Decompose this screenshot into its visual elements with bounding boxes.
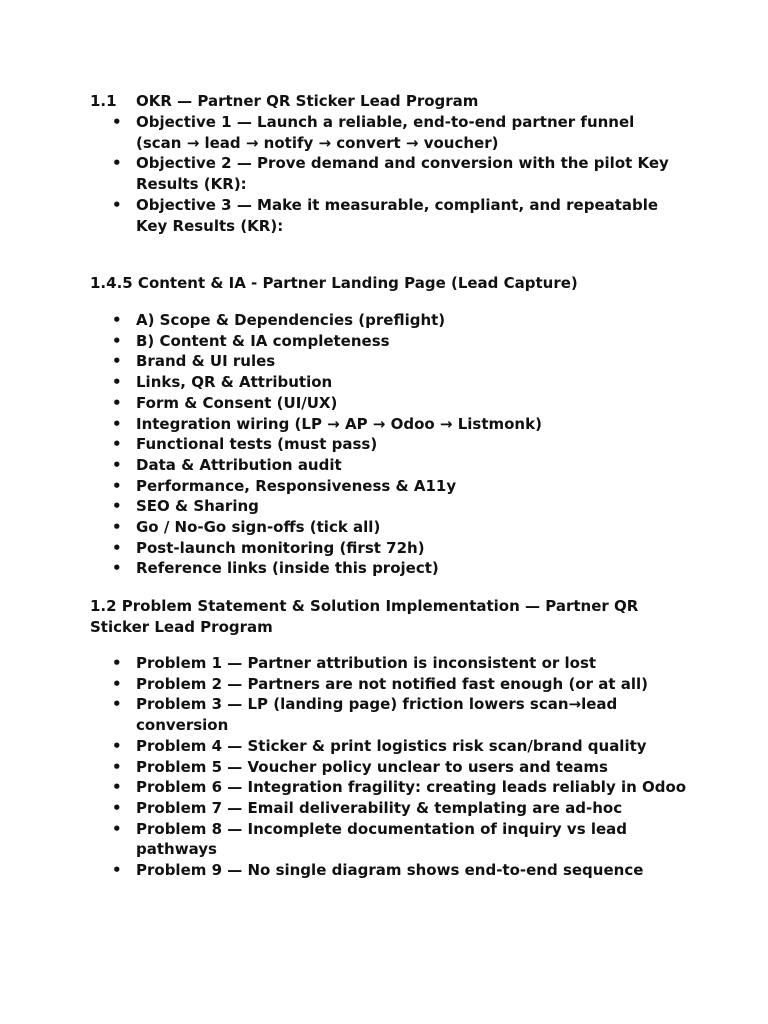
list-item: • Problem 5 — Voucher policy unclear to users and teams — [90, 757, 690, 778]
list-item: • A) Scope & Dependencies (preflight) — [90, 310, 680, 331]
okr-section-number: 1.1 — [90, 92, 117, 110]
list-item: • Problem 1 — Partner attribution is inconsistent or lost — [90, 653, 690, 674]
content-ia-heading: 1.4.5 Content & IA - Partner Landing Page (Lead Capture) — [90, 274, 578, 292]
list-item: • Problem 8 — Incomplete documentation of inquiry vs lead pathways — [90, 819, 690, 860]
list-item: • Problem 9 — No single diagram shows end-to-end sequence — [90, 860, 690, 881]
list-item: • Problem 7 — Email deliverability & templating are ad-hoc — [90, 798, 690, 819]
problem-list — [90, 653, 690, 881]
list-item: • Problem 2 — Partners are not notified fast enough (or at all) — [90, 674, 690, 695]
list-item: • Problem 4 — Sticker & print logistics risk scan/brand quality — [90, 736, 690, 757]
list-item: • Objective 2 — Prove demand and conversion with the pilot Key Results (KR): — [90, 153, 680, 194]
list-item: • Reference links (inside this project) — [90, 558, 680, 579]
list-item: • Objective 3 — Make it measurable, compliant, and repeatable Key Results (KR): — [90, 195, 680, 236]
problem-statement-heading: 1.2 Problem Statement & Solution Implementation — Partner QR Sticker Lead Program — [90, 597, 639, 636]
okr-heading — [90, 91, 690, 112]
list-item: • Functional tests (must pass) — [90, 434, 680, 455]
content-ia-checklist — [90, 310, 680, 579]
list-item: • B) Content & IA completeness — [90, 331, 680, 352]
list-item: • Go / No-Go sign-offs (tick all) — [90, 517, 680, 538]
list-item: • Form & Consent (UI/UX) — [90, 393, 680, 414]
list-item: • Performance, Responsiveness & A11y — [90, 476, 680, 497]
list-item: • Post-launch monitoring (first 72h) — [90, 538, 680, 559]
list-item: • Problem 6 — Integration fragility: creating leads reliably in Odoo — [90, 777, 690, 798]
okr-title: OKR — Partner QR Sticker Lead Program — [136, 92, 479, 110]
okr-objectives-list — [90, 112, 680, 236]
list-item: • Links, QR & Attribution — [90, 372, 680, 393]
list-item: • Data & Attribution audit — [90, 455, 680, 476]
list-item: • Problem 3 — LP (landing page) friction lowers scan→lead conversion — [90, 694, 690, 735]
list-item: • Integration wiring (LP → AP → Odoo → Listmonk) — [90, 414, 680, 435]
list-item: • SEO & Sharing — [90, 496, 680, 517]
list-item: • Objective 1 — Launch a reliable, end-to-end partner funnel (scan → lead → notify → convert → voucher) — [90, 112, 680, 153]
list-item: • Brand & UI rules — [90, 351, 680, 372]
